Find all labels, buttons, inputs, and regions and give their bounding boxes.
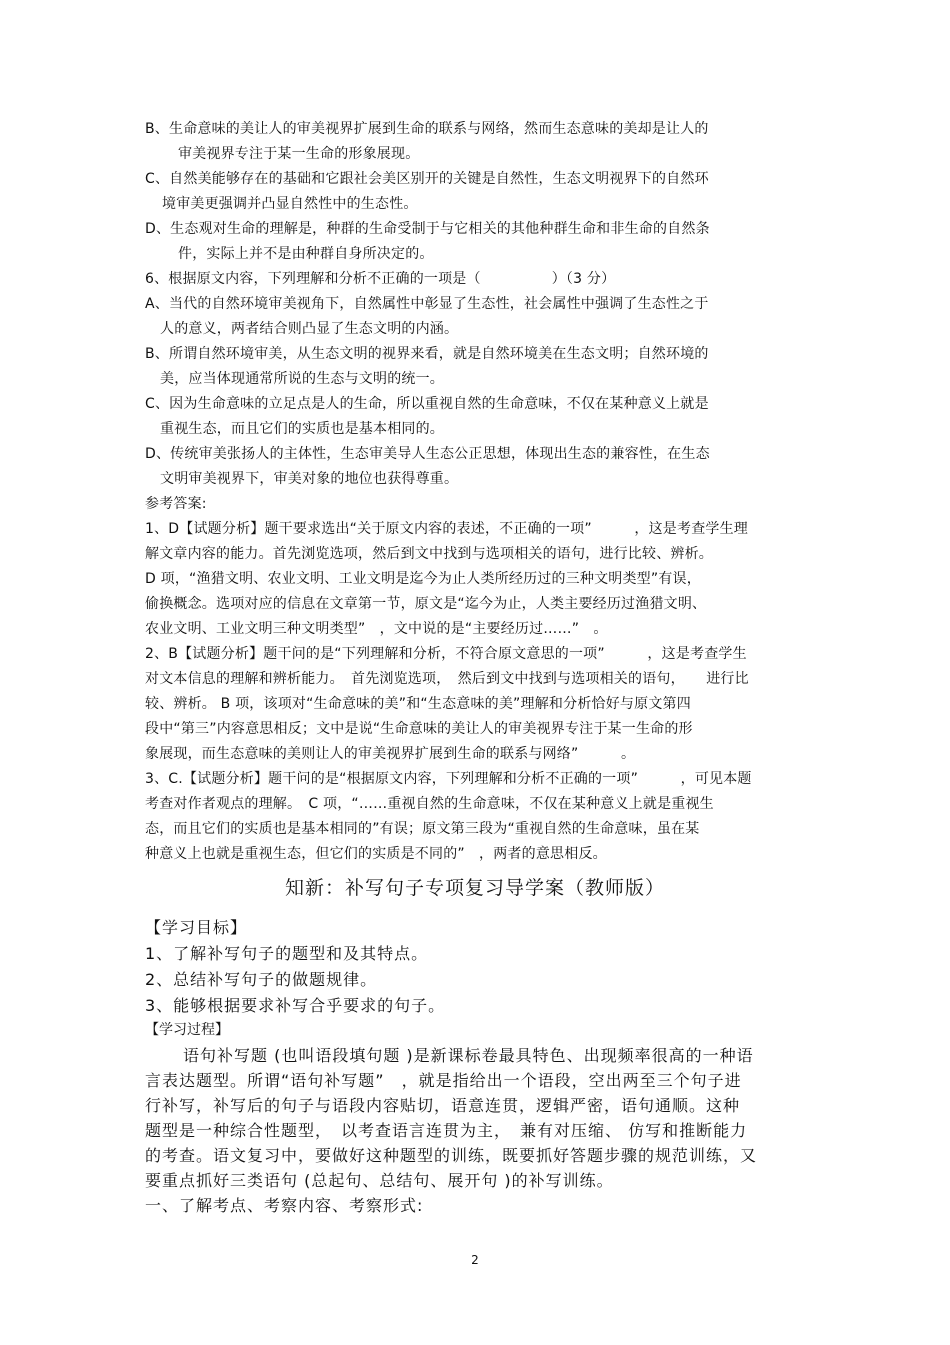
q6-option-c-line-1: C、因为生命意味的立足点是人的生命，所以重视自然的生命意味，不仅在某种意义上就是 xyxy=(145,396,709,412)
goal-item: 1、了解补写句子的题型和及其特点。 xyxy=(145,944,429,963)
q6-option-d-line-1: D、传统审美张扬人的主体性，生态审美导人生态公正思想，体现出生态的兼容性，在生态 xyxy=(145,446,710,462)
option-c-line-1: C、自然美能够存在的基础和它跟社会美区别开的关键是自然性，生态文明视界下的自然环 xyxy=(145,171,709,187)
option-b-line-1: B、生命意味的美让人的审美视界扩展到生命的联系与网络，然而生态意味的美却是让人的 xyxy=(145,121,709,137)
option-d-line-1: D、生态观对生命的理解是，种群的生命受制于与它相关的其他种群生命和非生命的自然条 xyxy=(145,221,710,237)
answer-2-line-3: 较、辨析。 B 项，该项对“生命意味的美”和“生态意味的美”理解和分析恰好与原文第四 xyxy=(145,696,691,712)
intro-paragraph-line: 语句补写题 (也叫语段填句题 )是新课标卷最具特色、出现频率很高的一种语 xyxy=(183,1046,754,1065)
q6-option-c-line-2: 重视生态，而且它们的实质也是基本相同的。 xyxy=(160,421,444,437)
intro-paragraph-line: 题型是一种综合性题型， 以考查语言连贯为主， 兼有对压缩、 仿写和推断能力 xyxy=(145,1121,748,1140)
answer-3-line-4: 种意义上也就是重视生态，但它们的实质是不同的” ，两者的意思相反。 xyxy=(145,846,607,862)
answers-heading: 参考答案: xyxy=(145,496,207,512)
answer-3-line-2: 考查对作者观点的理解。 C 项，“……重视自然的生命意味，不仅在某种意义上就是重视生 xyxy=(145,796,714,812)
section-title: 知新：补写句子专项复习导学案（教师版） xyxy=(284,877,665,899)
learning-goals-heading: 【学习目标】 xyxy=(145,918,248,937)
option-d-line-2: 件，实际上并不是由种群自身所决定的。 xyxy=(178,246,434,262)
q6-option-b-line-1: B、所谓自然环境审美，从生态文明的视界来看，就是自然环境美在生态文明；自然环境的 xyxy=(145,346,709,362)
option-c-line-2: 境审美更强调并凸显自然性中的生态性。 xyxy=(162,196,418,212)
q6-option-a-line-2: 人的意义，两者结合则凸显了生态文明的内涵。 xyxy=(160,321,459,337)
q6-option-b-line-2: 美，应当体现通常所说的生态与文明的统一。 xyxy=(160,371,444,387)
answer-1-line-2: 解文章内容的能力。首先浏览选项，然后到文中找到与选项相关的语句，进行比较、辨析。 xyxy=(145,546,713,562)
intro-paragraph-line: 要重点抓好三类语句 (总起句、总结句、展开句 )的补写训练。 xyxy=(145,1171,614,1190)
answer-1-line-5: 农业文明、工业文明三种文明类型” ，文中说的是“主要经历过……” 。 xyxy=(145,621,608,637)
intro-paragraph-line: 行补写，补写后的句子与语段内容贴切，语意连贯，逻辑严密，语句通顺。这种 xyxy=(145,1096,741,1115)
q6-option-d-line-2: 文明审美视界下，审美对象的地位也获得尊重。 xyxy=(160,471,459,487)
answer-1-line-3: D 项，“渔猎文明、农业文明、工业文明是迄今为止人类所经历过的三种文明类型”有误， xyxy=(145,571,701,587)
page-number: 2 xyxy=(471,1253,479,1267)
answer-1-line-1: 1、D【试题分析】题干要求选出“关于原文内容的表述，不正确的一项” ，这是考查学生理 xyxy=(145,521,748,537)
answer-1-line-4: 偷换概念。选项对应的信息在文章第一节，原文是“迄今为止，人类主要经历过渔猎文明、 xyxy=(145,596,707,612)
answer-2-line-4: 段中“第三”内容意思相反；文中是说“生命意味的美让人的审美视界专注于某一生命的形 xyxy=(145,721,693,737)
answer-3-line-3: 态，而且它们的实质也是基本相同的”有误；原文第三段为“重视自然的生命意味，虽在某 xyxy=(145,821,700,837)
intro-paragraph-line: 言表达题型。所谓“语句补写题” ，就是指给出一个语段，空出两至三个句子进 xyxy=(145,1071,742,1090)
section-one-heading: 一、了解考点、考察内容、考察形式: xyxy=(145,1196,424,1215)
option-b-line-2: 审美视界专注于某一生命的形象展现。 xyxy=(178,146,420,162)
answer-2-line-5: 象展现，而生态意味的美则让人的审美视界扩展到生命的联系与网络” 。 xyxy=(145,746,636,762)
learning-process-heading: 【学习过程】 xyxy=(145,1022,229,1038)
q6-option-a-line-1: A、当代的自然环境审美视角下，自然属性中彰显了生态性，社会属性中强调了生态性之于 xyxy=(145,296,709,312)
goal-item: 2、总结补写句子的做题规律。 xyxy=(145,970,378,989)
question-6: 6、根据原文内容，下列理解和分析不正确的一项是（ ）（3 分） xyxy=(145,271,616,287)
answer-3-line-1: 3、C.【试题分析】题干问的是“根据原文内容，下列理解和分析不正确的一项” ，可见本题 xyxy=(145,771,752,787)
goal-item: 3、能够根据要求补写合乎要求的句子。 xyxy=(145,996,446,1015)
answer-2-line-2: 对文本信息的理解和辨析能力。 首先浏览选项， 然后到文中找到与选项相关的语句， 进行比 xyxy=(145,671,749,687)
answer-2-line-1: 2、B【试题分析】题干问的是“下列理解和分析，不符合原文意思的一项” ，这是考查学生 xyxy=(145,646,747,662)
intro-paragraph-line: 的考查。语文复习中，要做好这种题型的训练，既要抓好答题步骤的规范训练，又 xyxy=(145,1146,758,1165)
